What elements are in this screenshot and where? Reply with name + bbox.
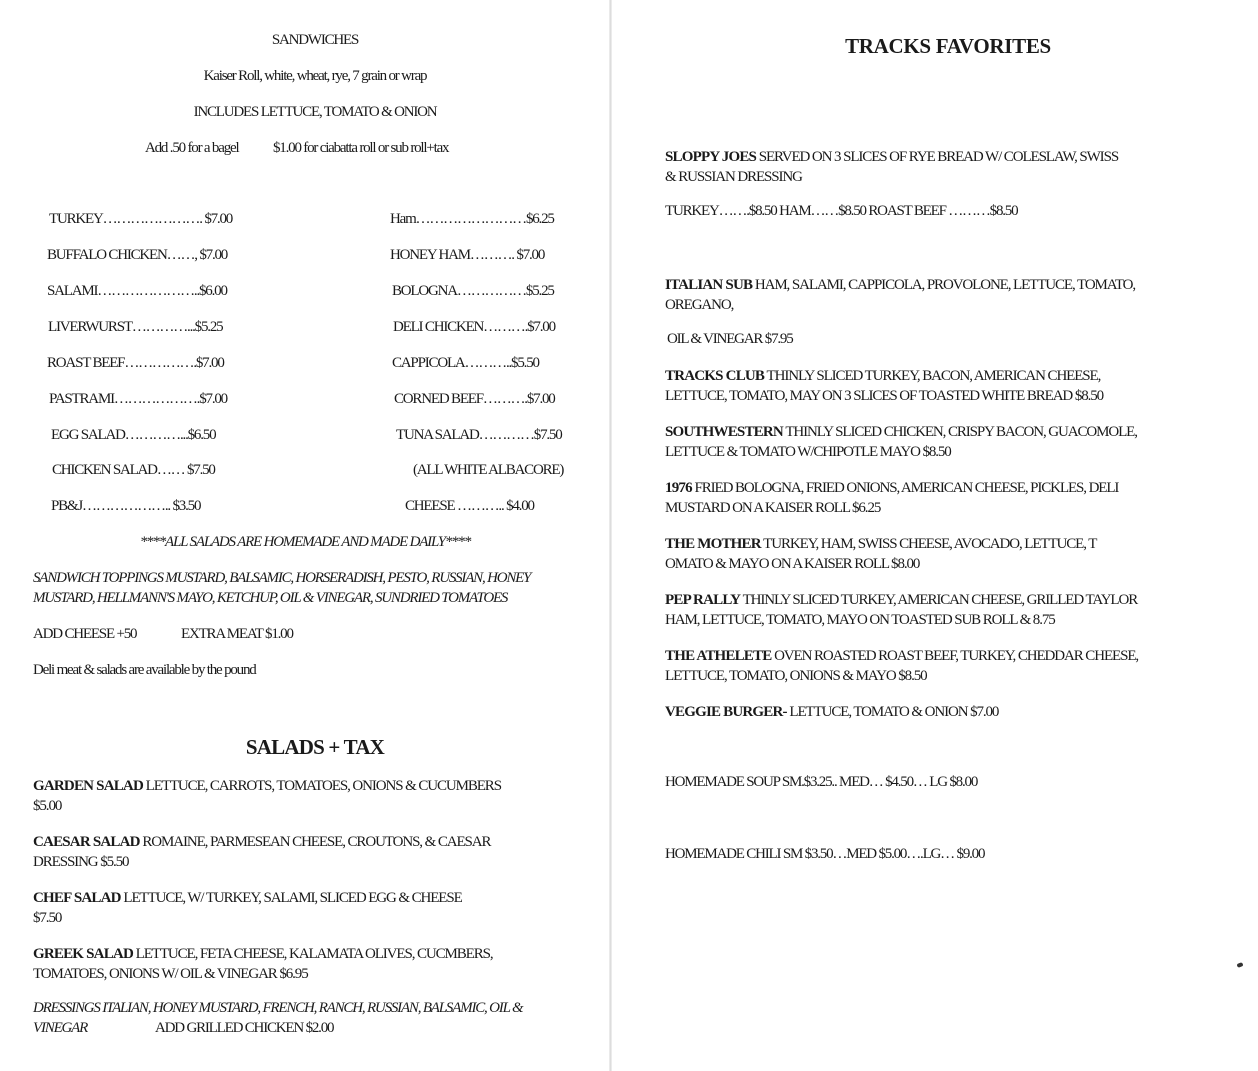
favorite-desc: THINLY SLICED CHICKEN, CRISPY BACON, GUACOMOLE,	[785, 424, 1137, 440]
favorite-desc: TURKEY, HAM, SWISS CHEESE, AVOCADO, LETTUCE, T	[763, 536, 1097, 552]
italian-sub-price: OIL & VINEGAR $7.95	[667, 331, 793, 347]
favorite-name: THE ATHELETE	[665, 648, 772, 664]
favorite-desc: SERVED ON 3 SLICES OF RYE BREAD W/ COLESLAW, SWISS	[758, 149, 1119, 165]
sandwich-item: CAPPICOLA………..$5.50	[392, 355, 539, 371]
favorite-desc-cont: OMATO & MAYO ON A KAISER ROLL $8.00	[665, 556, 920, 572]
favorite-name: VEGGIE BURGER-	[665, 704, 787, 720]
salad-line2: DRESSING $5.50	[33, 854, 129, 870]
favorite-item	[665, 590, 1245, 630]
sandwich-item: BUFFALO CHICKEN……, $7.00	[47, 247, 228, 263]
favorite-name: TRACKS CLUB	[665, 368, 765, 384]
sandwich-item: PB&J……………….. $3.50	[51, 498, 201, 514]
sandwiches-header: SANDWICHES	[271, 32, 359, 48]
favorite-item	[665, 646, 1245, 686]
favorite-name: THE MOTHER	[665, 536, 761, 552]
bread-options: Kaiser Roll, white, wheat, rye, 7 grain or wrap	[203, 68, 427, 84]
favorite-desc: HAM, SALAMI, CAPPICOLA, PROVOLONE, LETTUCE, TOMATO,	[754, 277, 1136, 293]
sandwich-item: ROAST BEEF…………….$7.00	[47, 355, 224, 371]
favorite-item	[665, 147, 1245, 187]
left-page	[0, 0, 610, 1071]
favorite-name: SOUTHWESTERN	[665, 424, 783, 440]
sandwich-item: PASTRAMI……………….$7.00	[49, 391, 227, 407]
favorite-desc-cont: LETTUCE, TOMATO, MAY ON 3 SLICES OF TOASTED WHITE BREAD $8.50	[665, 388, 1104, 404]
salad-line2: $7.50	[33, 910, 62, 926]
favorite-item	[665, 275, 1245, 315]
add-grilled-chicken: ADD GRILLED CHICKEN $2.00	[155, 1020, 334, 1036]
homemade-chili: HOMEMADE CHILI SM $3.50…MED $5.00….LG… $9.00	[665, 846, 985, 862]
salad-desc: ROMAINE, PARMESEAN CHEESE, CROUTONS, & CAESAR	[142, 834, 491, 850]
toppings-line-2: MUSTARD, HELLMANN'S MAYO, KETCHUP, OIL & VINEGAR, SUNDRIED TOMATOES	[33, 590, 508, 606]
dressings-line-1: DRESSINGS ITALIAN, HONEY MUSTARD, FRENCH, RANCH, RUSSIAN, BALSAMIC, OIL &	[33, 1000, 523, 1016]
favorite-name: ITALIAN SUB	[665, 277, 753, 293]
bagel-addon: Add .50 for a bagel	[145, 140, 239, 156]
sandwich-item: HONEY HAM………. $7.00	[390, 247, 545, 263]
salad-item	[33, 832, 603, 872]
salad-line2: TOMATOES, ONIONS W/ OIL & VINEGAR $6.95	[33, 966, 308, 982]
sandwich-item: TUNA SALAD…………$7.50	[396, 427, 562, 443]
favorite-desc-cont: MUSTARD ON A KAISER ROLL $6.25	[665, 500, 881, 516]
sandwich-item: BOLOGNA……………$5.25	[392, 283, 554, 299]
salads-homemade-note: ****ALL SALADS ARE HOMEMADE AND MADE DAILY****	[139, 534, 471, 550]
salad-item	[33, 776, 603, 816]
toppings-line-1: SANDWICH TOPPINGS MUSTARD, BALSAMIC, HORSERADISH, PESTO, RUSSIAN, HONEY	[33, 570, 531, 586]
favorite-desc: LETTUCE, TOMATO & ONION $7.00	[789, 704, 999, 720]
includes-note: INCLUDES LETTUCE, TOMATO & ONION	[193, 104, 437, 120]
favorite-item	[665, 478, 1245, 518]
sandwich-item: CORNED BEEF……….$7.00	[394, 391, 555, 407]
salad-desc: LETTUCE, W/ TURKEY, SALAMI, SLICED EGG & CHEESE	[123, 890, 462, 906]
extra-meat: EXTRA MEAT $1.00	[181, 626, 293, 642]
sandwich-item: CHEESE ……….. $4.00	[405, 498, 534, 514]
sloppy-joe-prices: TURKEY…….$8.50 HAM……$8.50 ROAST BEEF ………$8.50	[665, 203, 1018, 219]
salad-item	[33, 888, 603, 928]
favorite-desc-cont: LETTUCE, TOMATO, ONIONS & MAYO $8.50	[665, 668, 927, 684]
favorite-item	[665, 702, 1245, 722]
favorite-name: SLOPPY JOES	[665, 149, 757, 165]
sandwich-item: Ham……………………$6.25	[390, 211, 554, 227]
salad-desc: LETTUCE, CARROTS, TOMATOES, ONIONS & CUCUMBERS	[145, 778, 501, 794]
salad-item	[33, 944, 603, 984]
sandwich-item: CHICKEN SALAD…… $7.50	[52, 462, 215, 478]
favorite-name: 1976	[665, 480, 692, 496]
salad-name: GARDEN SALAD	[33, 778, 143, 794]
dressings-line-2: VINEGAR	[33, 1020, 88, 1036]
favorite-item	[665, 534, 1245, 574]
favorite-desc-cont: LETTUCE & TOMATO W/CHIPOTLE MAYO $8.50	[665, 444, 951, 460]
by-the-pound-note: Deli meat & salads are available by the pound	[33, 662, 256, 678]
favorite-desc: THINLY SLICED TURKEY, AMERICAN CHEESE, GRILLED TAYLOR	[742, 592, 1138, 608]
favorite-desc-cont: OREGANO,	[665, 297, 734, 313]
favorite-item	[665, 366, 1245, 406]
homemade-soup: HOMEMADE SOUP SM.$3.25.. MED… $4.50… LG $8.00	[665, 774, 978, 790]
ciabatta-addon: $1.00 for ciabatta roll or sub roll+tax	[273, 140, 449, 156]
favorite-item	[665, 422, 1245, 462]
salad-line2: $5.00	[33, 798, 62, 814]
salads-title: SALADS + TAX	[245, 735, 385, 759]
favorites-title: TRACKS FAVORITES	[845, 34, 1051, 58]
favorite-desc: THINLY SLICED TURKEY, BACON, AMERICAN CHEESE,	[766, 368, 1101, 384]
salad-name: CAESAR SALAD	[33, 834, 140, 850]
sandwich-item: TURKEY…………………. $7.00	[49, 211, 233, 227]
sandwich-item: DELI CHICKEN……….$7.00	[393, 319, 555, 335]
favorite-desc: OVEN ROASTED ROAST BEEF, TURKEY, CHEDDAR CHEESE,	[774, 648, 1139, 664]
salad-name: CHEF SALAD	[33, 890, 121, 906]
salad-name: GREEK SALAD	[33, 946, 133, 962]
favorite-name: PEP RALLY	[665, 592, 741, 608]
right-page	[612, 0, 1258, 1071]
add-cheese: ADD CHEESE +50	[33, 626, 137, 642]
sandwich-note: (ALL WHITE ALBACORE)	[413, 462, 564, 478]
salad-desc: LETTUCE, FETA CHEESE, KALAMATA OLIVES, CUCMBERS,	[135, 946, 493, 962]
sandwich-item: SALAMI…………………..$6.00	[47, 283, 227, 299]
favorite-desc: FRIED BOLOGNA, FRIED ONIONS, AMERICAN CHEESE, PICKLES, DELI	[694, 480, 1119, 496]
favorite-desc-cont: & RUSSIAN DRESSING	[665, 169, 802, 185]
sandwich-item: EGG SALAD…………...$6.50	[51, 427, 216, 443]
sandwich-item: LIVERWURST…………...$5.25	[48, 319, 223, 335]
favorite-desc-cont: HAM, LETTUCE, TOMATO, MAYO ON TOASTED SUB ROLL & 8.75	[665, 612, 1055, 628]
